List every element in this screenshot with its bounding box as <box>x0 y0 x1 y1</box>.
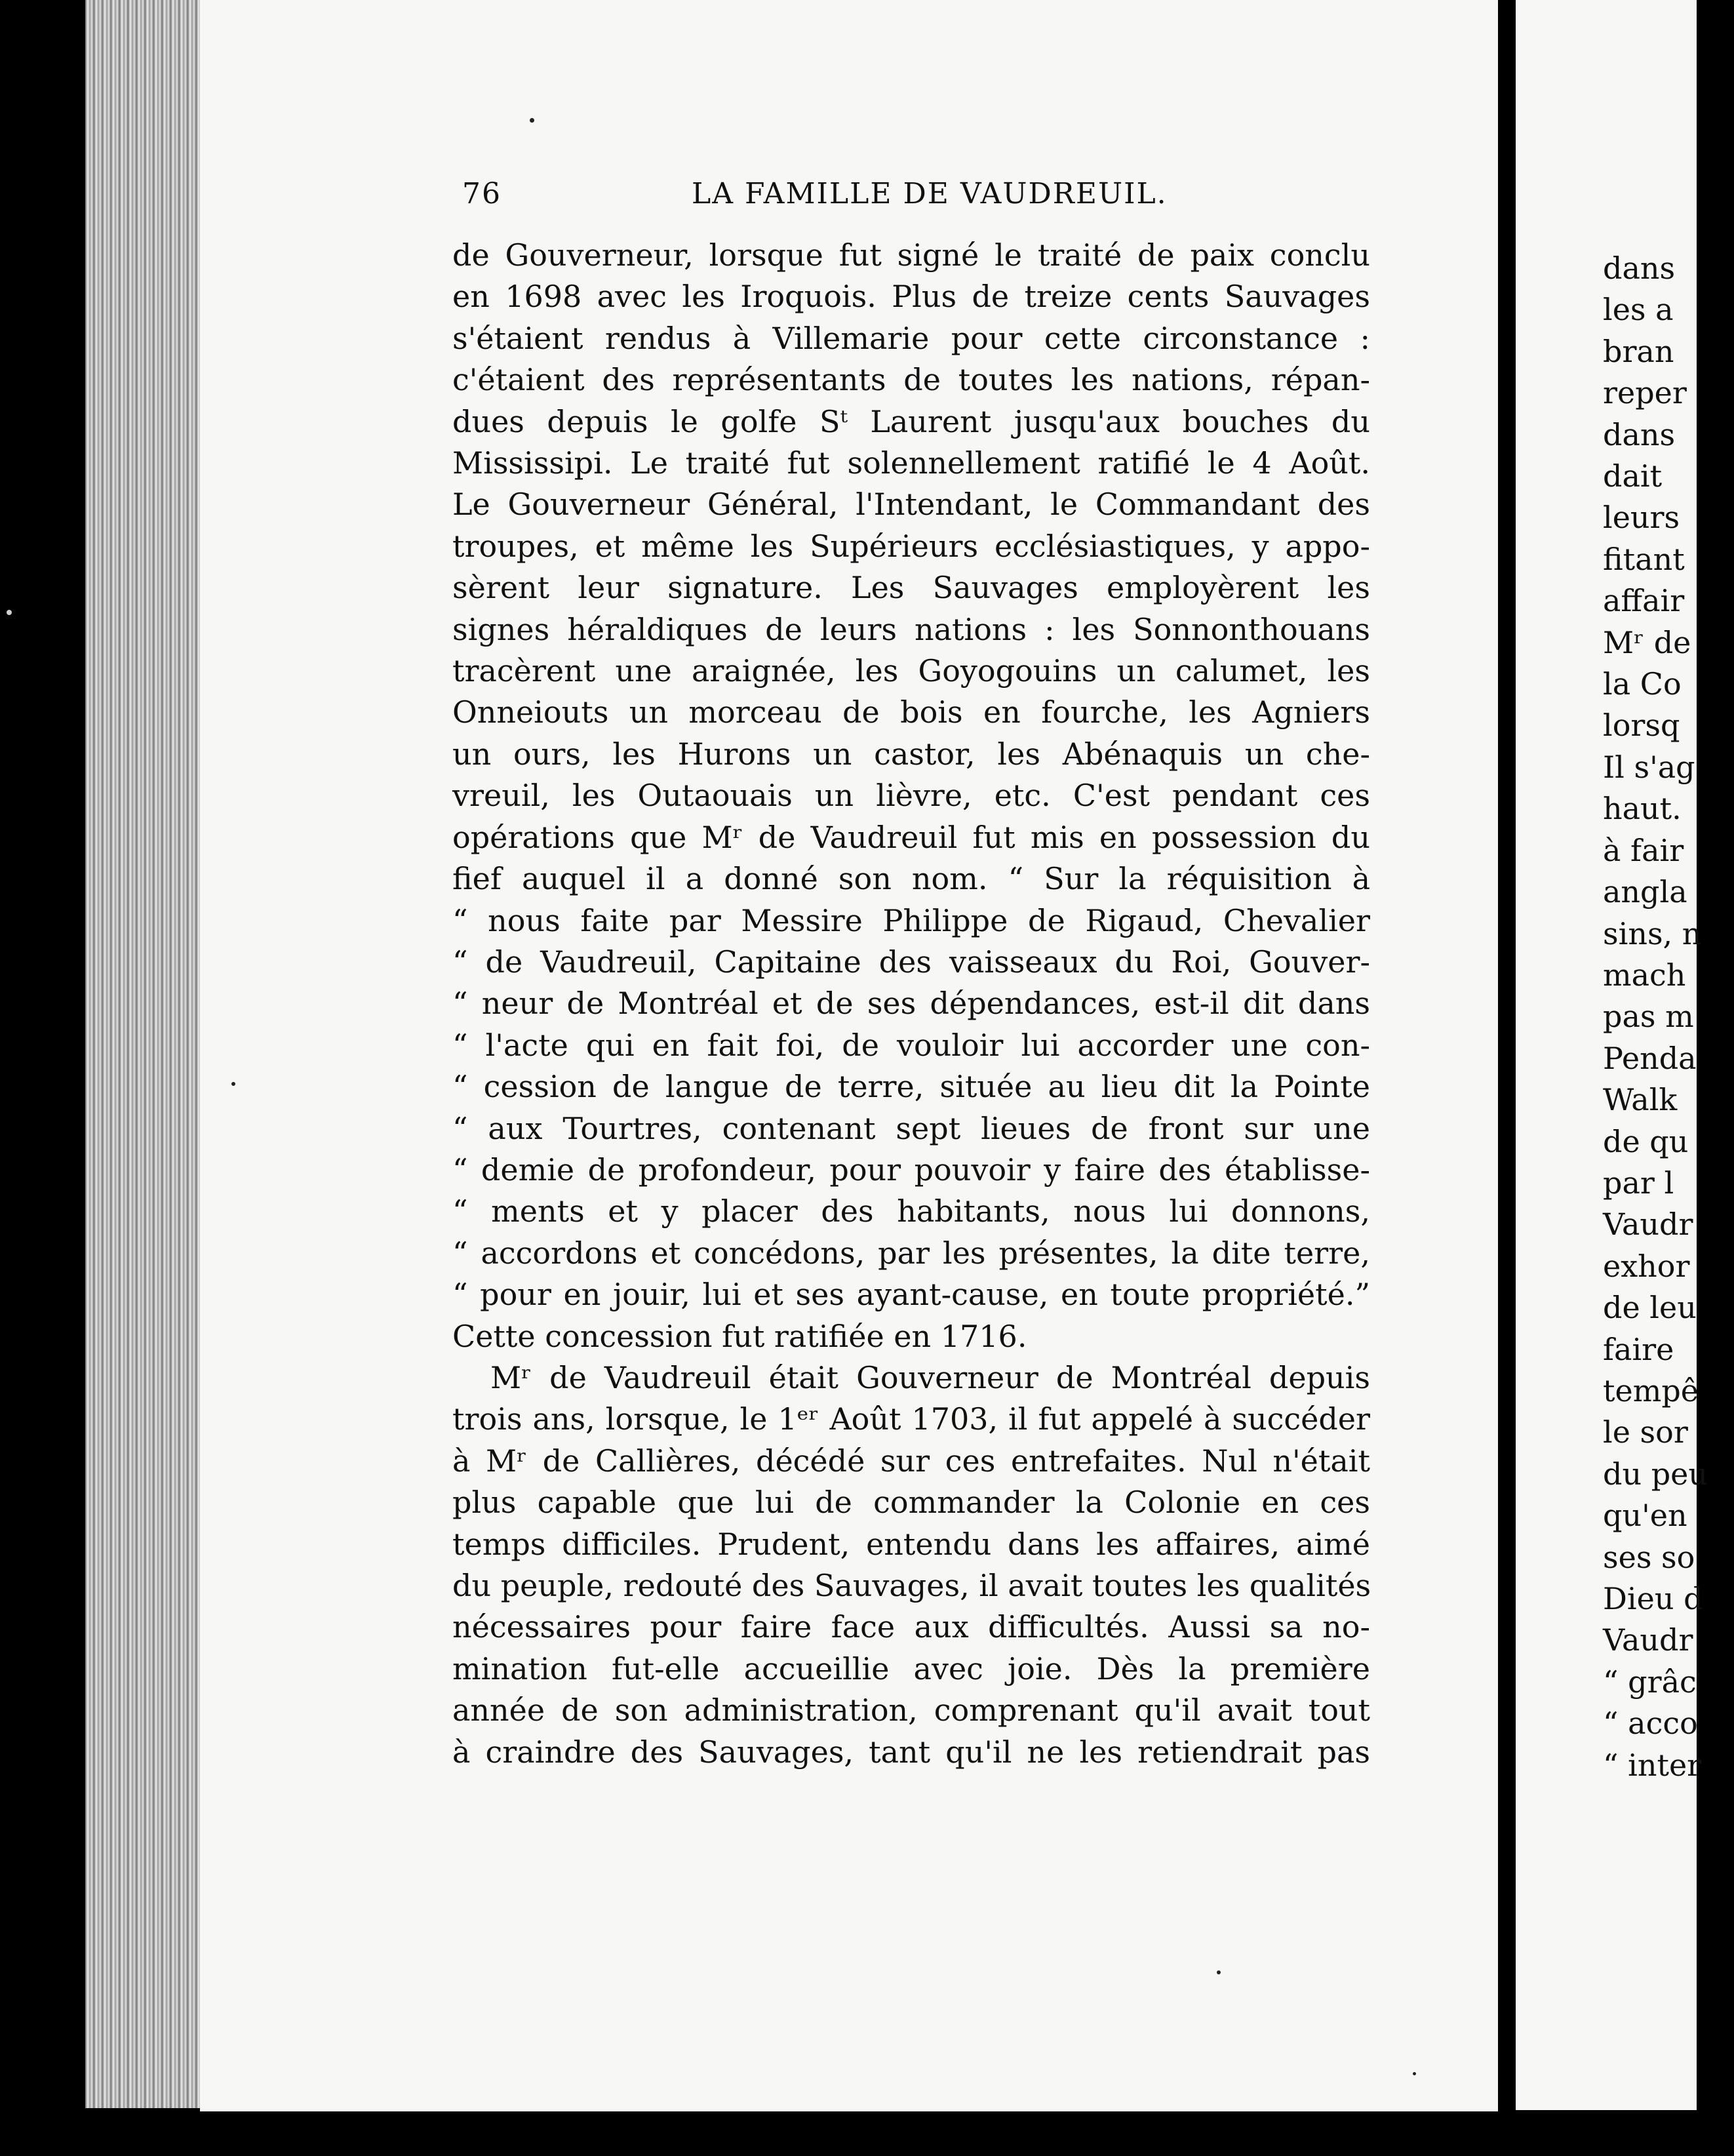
text-line: un ours, les Hurons un castor, les Abénaquis un che- <box>452 736 1370 772</box>
fragment-line: dans <box>1603 416 1676 452</box>
ink-speck <box>7 610 12 615</box>
text-line: plus capable que lui de commander la Colonie en ces <box>452 1485 1370 1521</box>
fragment-line: dans <box>1603 250 1676 286</box>
fragment-line: “ inter <box>1603 1747 1702 1783</box>
fragment-line: “ grâc <box>1603 1664 1697 1700</box>
fragment-line: par l <box>1603 1165 1674 1201</box>
fragment-line: du peu <box>1603 1456 1708 1492</box>
text-line: du peuple, redouté des Sauvages, il avait toutes les qualités <box>452 1568 1371 1603</box>
text-line: “ accordons et concédons, par les présentes, la dite terre, <box>452 1235 1370 1271</box>
fragment-line: de leu <box>1603 1290 1697 1326</box>
text-line: opérations que Mʳ de Vaudreuil fut mis en possession du <box>452 819 1370 855</box>
text-line: “ l'acte qui en fait foi, de vouloir lui accorder une con- <box>452 1027 1370 1063</box>
fragment-line: “ acco <box>1603 1706 1698 1742</box>
text-line: fief auquel il a donné son nom. “ Sur la réquisition à <box>452 861 1370 897</box>
text-line: trois ans, lorsque, le 1ᵉʳ Août 1703, il fut appelé à succéder <box>452 1401 1370 1437</box>
fragment-line: de qu <box>1603 1123 1689 1159</box>
text-line: c'étaient des représentants de toutes les nations, répan- <box>452 362 1370 398</box>
text-line: “ de Vaudreuil, Capitaine des vaisseaux du Roi, Gouver- <box>452 944 1370 980</box>
page-edges <box>85 0 203 2108</box>
fragment-line: mach <box>1603 957 1686 993</box>
text-line: troupes, et même les Supérieurs ecclésiastiques, y appo- <box>452 528 1370 564</box>
text-line: tracèrent une araignée, les Goyogouins un calumet, les <box>452 653 1370 689</box>
fragment-line: dait <box>1603 458 1663 494</box>
page-number: 76 <box>462 177 502 210</box>
text-line: mination fut-elle accueillie avec joie. Dès la première <box>452 1650 1370 1687</box>
fragment-line: sins, n <box>1603 915 1702 951</box>
running-title: LA FAMILLE DE VAUDREUIL. <box>692 177 1168 210</box>
fragment-line: ses so <box>1603 1539 1695 1575</box>
right-page-fragments <box>1603 248 1734 1786</box>
text-line: sèrent leur signature. Les Sauvages employèrent les <box>452 570 1370 606</box>
text-line: “ aux Tourtres, contenant sept lieues de front sur une <box>452 1110 1370 1146</box>
ink-speck <box>1217 1970 1221 1974</box>
text-line: vreuil, les Outaouais un lièvre, etc. C'est pendant ces <box>452 778 1370 814</box>
fragment-line: fitant <box>1603 541 1685 577</box>
fragment-line: faire <box>1603 1331 1674 1367</box>
fragment-line: pas m <box>1603 999 1694 1035</box>
text-line: “ neur de Montréal et de ses dépendances, est-il dit dans <box>452 986 1370 1022</box>
left-page-body <box>452 235 1370 1773</box>
text-line: Mississipi. Le traité fut solennellement ratifié le 4 Août. <box>452 445 1370 481</box>
text-line: en 1698 avec les Iroquois. Plus de treize cents Sauvages <box>452 279 1370 315</box>
fragment-line: tempê <box>1603 1372 1699 1408</box>
fragment-line: Penda <box>1603 1040 1697 1076</box>
text-line: Onneiouts un morceau de bois en fourche, les Agniers <box>452 694 1370 730</box>
fragment-line: bran <box>1603 333 1674 369</box>
fragment-line: la Co <box>1603 666 1682 702</box>
fragment-line: angla <box>1603 874 1687 910</box>
fragment-line: les a <box>1603 292 1674 328</box>
text-line: à Mʳ de Callières, décédé sur ces entrefaites. Nul n'était <box>452 1443 1370 1479</box>
ink-speck <box>1413 2072 1416 2075</box>
fragment-line: haut. <box>1603 791 1682 827</box>
fragment-line: à fair <box>1603 832 1684 868</box>
fragment-line: qu'en <box>1603 1498 1687 1534</box>
text-line: de Gouverneur, lorsque fut signé le traité de paix conclu <box>452 237 1370 273</box>
ink-speck <box>231 1082 235 1086</box>
text-line: Mʳ de Vaudreuil était Gouverneur de Montréal depuis <box>490 1359 1370 1395</box>
text-line: signes héraldiques de leurs nations : les Sonnonthouans <box>452 611 1370 647</box>
fragment-line: lorsq <box>1603 708 1680 744</box>
text-line: temps difficiles. Prudent, entendu dans les affaires, aimé <box>452 1526 1370 1562</box>
fragment-line: Vaudr <box>1603 1622 1693 1658</box>
text-line: “ nous faite par Messire Philippe de Rigaud, Chevalier <box>452 902 1370 938</box>
fragment-line: Walk <box>1603 1082 1678 1118</box>
text-line: “ ments et y placer des habitants, nous lui donnons, <box>452 1193 1370 1229</box>
text-line: dues depuis le golfe Sᵗ Laurent jusqu'aux bouches du <box>452 403 1370 439</box>
text-line: année de son administration, comprenant qu'il avait tout <box>452 1692 1370 1728</box>
text-line: nécessaires pour faire face aux difficultés. Aussi sa no- <box>452 1609 1370 1645</box>
text-line: Le Gouverneur Général, l'Intendant, le Commandant des <box>452 487 1370 523</box>
fragment-line: Vaudr <box>1603 1207 1693 1243</box>
text-line: “ cession de langue de terre, située au lieu dit la Pointe <box>452 1069 1370 1105</box>
fragment-line: affair <box>1603 583 1685 619</box>
text-line: s'étaient rendus à Villemarie pour cette circonstance : <box>452 320 1370 356</box>
fragment-line: Mʳ de <box>1603 624 1691 660</box>
fragment-line: leurs <box>1603 500 1680 536</box>
fragment-line: reper <box>1603 375 1687 411</box>
fragment-line: le sor <box>1603 1414 1688 1450</box>
fragment-line: Il s'ag <box>1603 749 1695 785</box>
fragment-line: Dieu d <box>1603 1581 1703 1616</box>
text-line: “ demie de profondeur, pour pouvoir y faire des établisse- <box>452 1151 1370 1188</box>
fragment-line: exhor <box>1603 1248 1690 1284</box>
text-line: Cette concession fut ratifiée en 1716. <box>452 1318 1027 1354</box>
text-line: à craindre des Sauvages, tant qu'il ne les retiendrait pas <box>452 1734 1370 1770</box>
ink-speck <box>530 118 534 123</box>
text-line: “ pour en jouir, lui et ses ayant-cause, en toute propriété.” <box>452 1277 1370 1313</box>
